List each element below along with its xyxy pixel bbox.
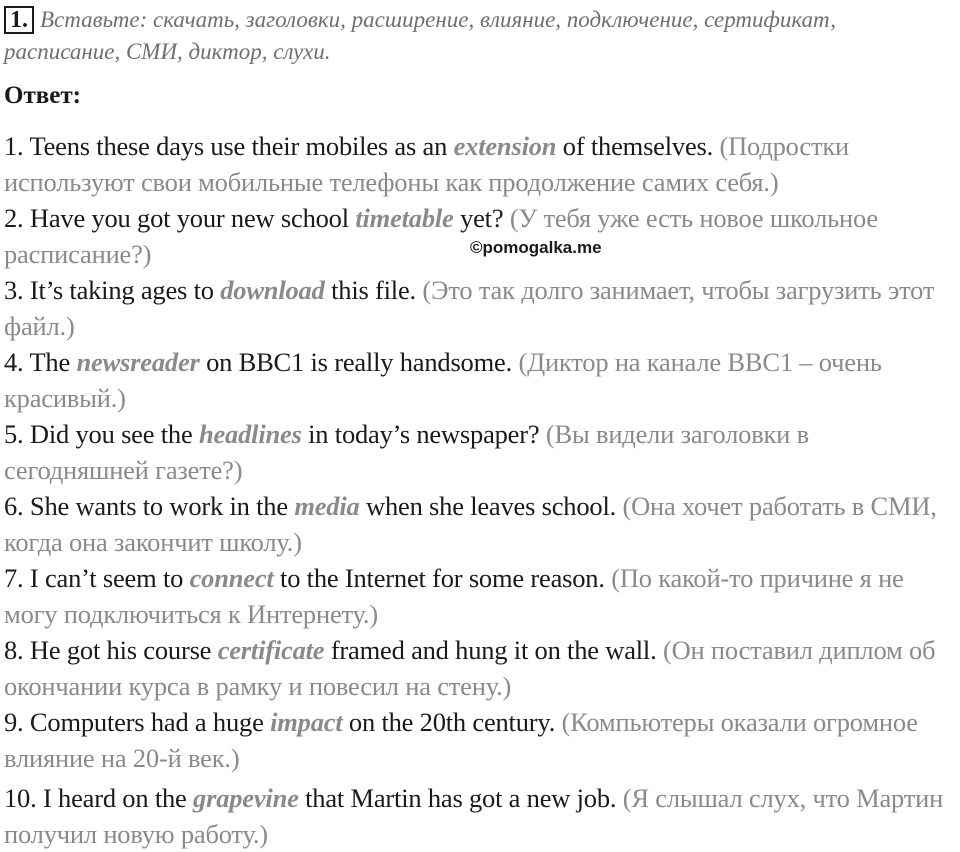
translation: (У тебя уже есть новое школьное расписание?): [4, 203, 878, 269]
sentence-end: that Martin has got a new job.: [305, 783, 617, 813]
answer-item-8: [4, 632, 956, 704]
answer-number: 4.: [4, 347, 24, 377]
inserted-word: download: [220, 275, 325, 305]
sentence-start: He got his course: [29, 635, 212, 665]
answer-list: [4, 128, 956, 852]
translation: (Она хочет работать в СМИ, когда она закончит школу.): [4, 491, 937, 557]
inserted-word: connect: [189, 563, 274, 593]
sentence-end: when she leaves school.: [366, 491, 617, 521]
translation: (По какой-то причине я не могу подключиться к Интернету.): [4, 563, 904, 629]
sentence-start: I heard on the: [42, 783, 187, 813]
sentence-start: Did you see the: [29, 419, 193, 449]
task-header: [4, 4, 954, 68]
translation: (Вы видели заголовки в сегодняшней газете?): [4, 419, 809, 485]
translation: (Я слышал слух, что Мартин получил новую работу.): [4, 783, 944, 849]
answer-item-5: [4, 416, 956, 488]
inserted-word: newsreader: [76, 347, 200, 377]
inserted-word: media: [294, 491, 360, 521]
answer-item-2: [4, 200, 956, 272]
sentence-end: this file.: [331, 275, 416, 305]
answer-item-3: [4, 272, 956, 344]
inserted-word: grapevine: [193, 783, 299, 813]
sentence-start: Computers had a huge: [29, 707, 264, 737]
answer-item-10: [4, 780, 956, 852]
sentence-end: yet?: [460, 203, 504, 233]
task-instruction: Вставьте: скачать, заголовки, расширение, влияние, подключение, сертификат, расписание, СМИ, диктор, слухи.: [4, 7, 836, 64]
sentence-start: I can’t seem to: [29, 563, 184, 593]
inserted-word: timetable: [355, 203, 454, 233]
answer-number: 3.: [4, 275, 24, 305]
answer-number: 7.: [4, 563, 24, 593]
sentence-start: The: [29, 347, 71, 377]
answer-item-6: [4, 488, 956, 560]
translation: (Компьютеры оказали огромное влияние на 20-й век.): [4, 707, 918, 773]
sentence-end: on BBC1 is really handsome.: [206, 347, 513, 377]
answer-number: 8.: [4, 635, 24, 665]
translation: (Это так долго занимает, чтобы загрузить этот файл.): [4, 275, 935, 341]
sentence-end: framed and hung it on the wall.: [330, 635, 657, 665]
translation: (Он поставил диплом об окончании курса в рамку и повесил на стену.): [4, 635, 936, 701]
inserted-word: headlines: [198, 419, 302, 449]
answer-number: 9.: [4, 707, 24, 737]
translation: (Подростки используют свои мобильные телефоны как продолжение самих себя.): [4, 131, 849, 197]
inserted-word: extension: [453, 131, 557, 161]
answer-number: 2.: [4, 203, 24, 233]
sentence-start: It’s taking ages to: [29, 275, 214, 305]
inserted-word: impact: [270, 707, 343, 737]
task-number: 1.: [4, 6, 34, 34]
answer-number: 5.: [4, 419, 24, 449]
answer-number: 10.: [4, 783, 37, 813]
sentence-end: to the Internet for some reason.: [280, 563, 605, 593]
answer-label: Ответ:: [4, 82, 81, 109]
answer-item-9: [4, 704, 956, 776]
sentence-end: in today’s newspaper?: [308, 419, 540, 449]
translation: (Диктор на канале BBC1 – очень красивый.): [4, 347, 882, 413]
answer-number: 1.: [4, 131, 24, 161]
sentence-end: on the 20th century.: [348, 707, 556, 737]
sentence-end: of themselves.: [562, 131, 714, 161]
sentence-start: Teens these days use their mobiles as an: [29, 131, 448, 161]
answer-item-7: [4, 560, 956, 632]
inserted-word: certificate: [217, 635, 325, 665]
sentence-start: She wants to work in the: [29, 491, 288, 521]
answer-item-1: [4, 128, 956, 200]
answer-item-4: [4, 344, 956, 416]
watermark: ©pomogalka.me: [470, 238, 602, 257]
sentence-start: Have you got your new school: [29, 203, 349, 233]
answer-number: 6.: [4, 491, 24, 521]
